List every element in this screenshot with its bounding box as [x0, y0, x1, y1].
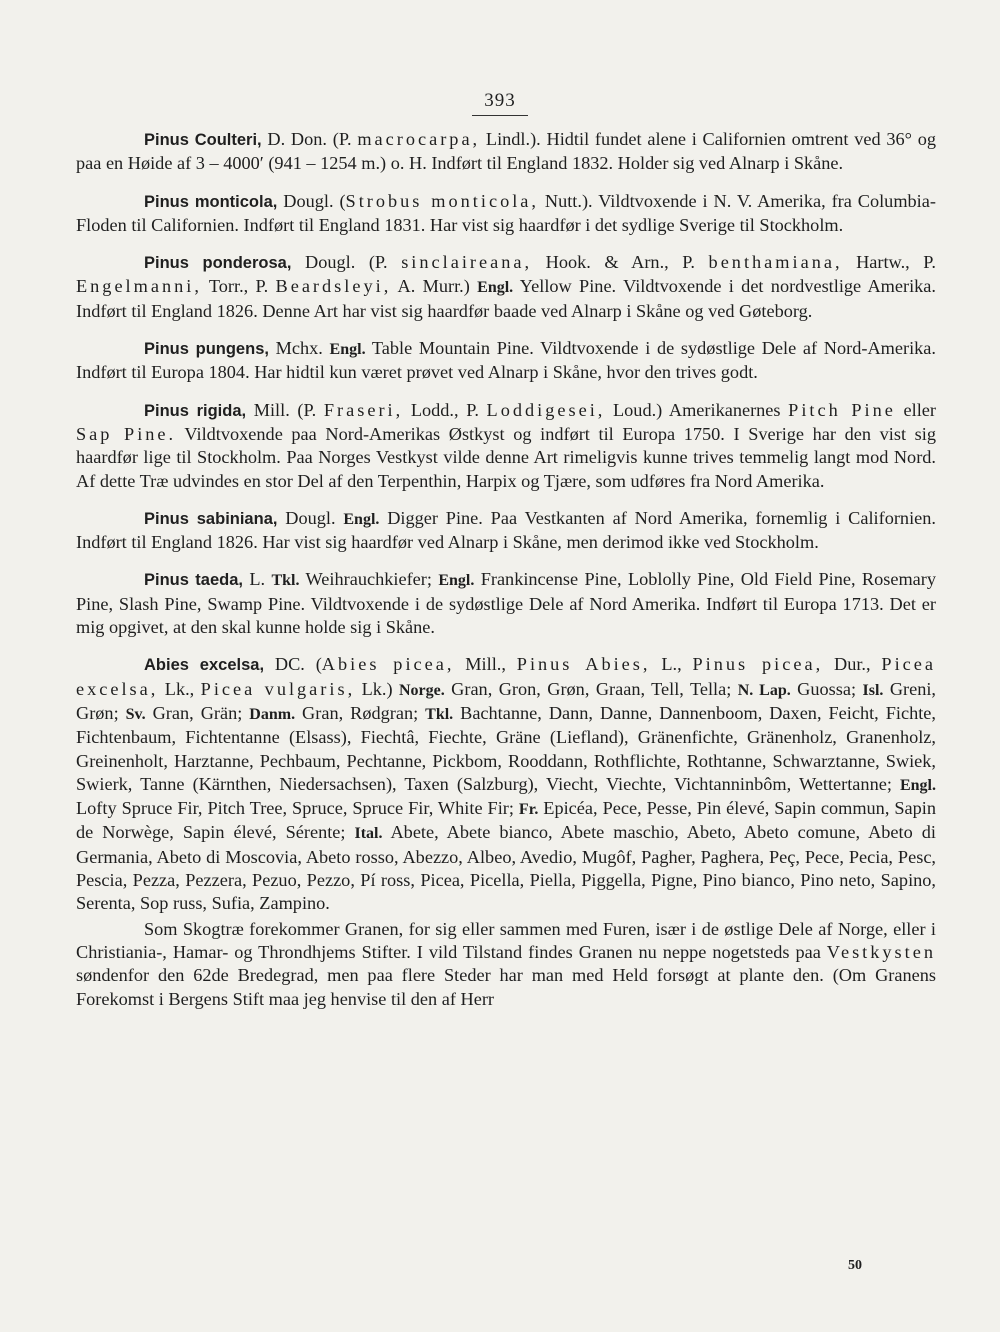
language-label: Tkl.: [271, 572, 300, 590]
species-name: Abies excelsa,: [144, 656, 265, 675]
common-name: Sap Pine.: [76, 423, 177, 444]
synonym: Picea vulgaris,: [200, 678, 356, 699]
language-label: Engl.: [438, 572, 475, 590]
species-name: Pinus sabiniana,: [144, 509, 278, 528]
language-label: Engl.: [329, 341, 366, 359]
entry-pinus-ponderosa: Pinus ponderosa, Dougl. (P. sinclaireana, Hook. & Arn., P. benthamiana, Hartw., P. Engelmanni, Torr., P. Beardsleyi, A. Murr.) Engl. Yellow Pine. Vildtvoxende i det nordvestlige Amerika. Indført til England 1826. Denne Art har vist sig haardfør baade ved Alnarp i Skåne og ved Gøteborg.: [76, 252, 936, 321]
entry-pinus-taeda: Pinus taeda, L. Tkl. Weihrauchkiefer; Engl. Frankincense Pine, Loblolly Pine, Old Field Pine, Rosemary Pine, Slash Pine, Swamp Pine. Vildtvoxende i de sydøstlige Dele af Nord Amerika. Indført til Europa 1713. Det er mig opgivet, at den skal kunne holde sig i Skåne.: [76, 569, 937, 638]
common-name: Pitch Pine: [788, 399, 896, 420]
species-name: Pinus taeda,: [144, 571, 243, 590]
synonym: Pinus picea,: [692, 654, 824, 675]
entry-pinus-pungens: Pinus pungens, Mchx. Engl. Table Mountain Pine. Vildtvoxende i de sydøstlige Dele af Nord-Amerika. Indført til Europa 1804. Har hidtil kun været prøvet ved Alnarp i Skåne, hvor den trives godt.: [76, 338, 936, 383]
page-number: 393: [484, 90, 516, 111]
synonym: Strobus monticola,: [345, 190, 539, 211]
entry-pinus-coulteri: Pinus Coulteri, D. Don. (P. macrocarpa, Lindl.). Hidtil fundet alene i Californien omtrent ved 36° og paa en Høide af 3 – 4000′ (941 – 1254 m.) o. H. Indført til England 1832. Holder sig ved Alnarp i Skåne.: [76, 129, 936, 174]
synonym: Beardsleyi,: [275, 276, 392, 297]
entry-pinus-rigida: Pinus rigida, Mill. (P. Fraseri, Lodd., P. Loddigesei, Loud.) Amerikanernes Pitch Pine eller Sap Pine. Vildtvoxende paa Nord-Amerikas Østkyst og indført til Europa 1750. I Sverige har den vist sig haardfør lige til Stockholm. Paa Norges Vestkyst vilde denne Art rimeligvis kunne trives temmelig langt mod Nord. Af dette Træ udvindes en stor Del af den Terpenthin, Harpix og Tjære, som udføres fra Nord Amerika.: [76, 399, 936, 491]
synonym: Fraseri,: [323, 399, 404, 420]
synonym: sinclaireana,: [401, 252, 533, 273]
printer-signature: 50: [848, 1258, 862, 1273]
language-label: Engl.: [343, 510, 380, 528]
species-name: Pinus pungens,: [144, 340, 269, 359]
species-name: Pinus rigida,: [144, 401, 247, 420]
language-label: Danm.: [249, 705, 296, 723]
language-label: Norge.: [398, 681, 445, 699]
synonym: Picea excelsa,: [76, 654, 936, 699]
species-name: Pinus Coulteri,: [144, 131, 262, 149]
synonym: benthamiana,: [708, 252, 843, 273]
synonym: Engelmanni,: [76, 276, 202, 297]
language-label: Engl.: [477, 279, 514, 297]
entry-pinus-monticola: Pinus monticola, Dougl. (Strobus monticola, Nutt.). Vildtvoxende i N. V. Amerika, fra Columbia-Floden til Californien. Indført til England 1831. Har vist sig haardfør i det sydlige Sverige til Stockholm.: [76, 190, 936, 235]
paragraph-forest-occurrence: Som Skogtræ forekommer Granen, for sig eller sammen med Furen, især i de østlige Dele af Norge, eller i Christiania-, Hamar- og Throndhjems Stifter. I vild Tilstand findes Granen nu neppe nogetsteds paa Vestkysten søndenfor den 62de Bredegrad, men paa flere Steder har man med Held forsøgt at plante den. (Om Granens Forekomst i Bergens Stift maa jeg henvise til den af Herr: [76, 918, 936, 1009]
language-label: Tkl.: [425, 705, 454, 723]
entry-abies-excelsa: Abies excelsa, DC. (Abies picea, Mill., Pinus Abies, L., Pinus picea, Dur., Picea excelsa, Lk., Picea vulgaris, Lk.) Norge. Gran, Gron, Grøn, Graan, Tell, Tella; N. Lap. Guossa; Isl. Greni, Grøn; Sv. Gran, Grän; Danm. Gran, Rødgran; Tkl. Bachtanne, Dann, Danne, Dannenboom, Daxen, Feicht, Fichte, Fichtenbaum, Fichtentanne (Elsass), Fiechtâ, Fiechte, Gräne (Liefland), Gränenfichte, Gränenholz, Granenholz, Greinenholt, Harztanne, Pechbaum, Pechtanne, Pickbom, Rooddann, Rothflichte, Rothtanne, Schwarztanne, Swiek, Swierk, Tanne (Kärnthen, Niedersachsen), Taxen (Salzburg), Viecht, Viechte, Vichtanninbôm, Wettertanne; Engl. Lofty Spruce Fir, Pitch Tree, Spruce, Spruce Fir, White Fir; Fr. Epicéa, Pece, Pesse, Pin élevé, Sapin commun, Sapin de Norwège, Sapin élevé, Sérente; Ital. Abete, Abete bianco, Abete maschio, Abeto, Abeto comune, Abeto di Germania, Abeto di Moscovia, Abeto rosso, Abezzo, Albeo, Avedio, Mugôf, Pagher, Paghera, Peç, Pece, Pecia, Pesc, Pescia, Pezza, Pezzera, Pezuo, Pezzo, Pí ross, Picea, Picella, Piella, Piggella, Pigne, Pino bianco, Pino neto, Sapino, Serenta, Sop russ, Sufia, Zampino.: [76, 654, 937, 914]
species-name: Pinus monticola,: [144, 192, 278, 211]
language-label: Ital.: [354, 825, 383, 843]
synonym: Pinus Abies,: [516, 654, 651, 675]
synonym: Loddigesei,: [486, 399, 606, 420]
language-label: Engl.: [899, 776, 936, 794]
text-body: [76, 128, 936, 1025]
emphasis-text: Vestkysten: [826, 941, 936, 962]
species-name: Pinus ponderosa,: [144, 254, 292, 273]
language-label: Isl.: [862, 681, 884, 699]
language-label: Fr.: [518, 801, 539, 819]
language-label: N. Lap.: [737, 681, 791, 699]
synonym: Abies picea,: [321, 654, 455, 675]
header-rule: [472, 115, 528, 116]
language-label: Sv.: [125, 705, 146, 723]
synonym: macrocarpa,: [357, 129, 481, 149]
entry-pinus-sabiniana: Pinus sabiniana, Dougl. Engl. Digger Pine. Paa Vestkanten af Nord Amerika, fornemlig i Californien. Indført til England 1826. Har vist sig haardfør ved Alnarp i Skåne, men derimod ikke ved Stockholm.: [76, 507, 936, 553]
